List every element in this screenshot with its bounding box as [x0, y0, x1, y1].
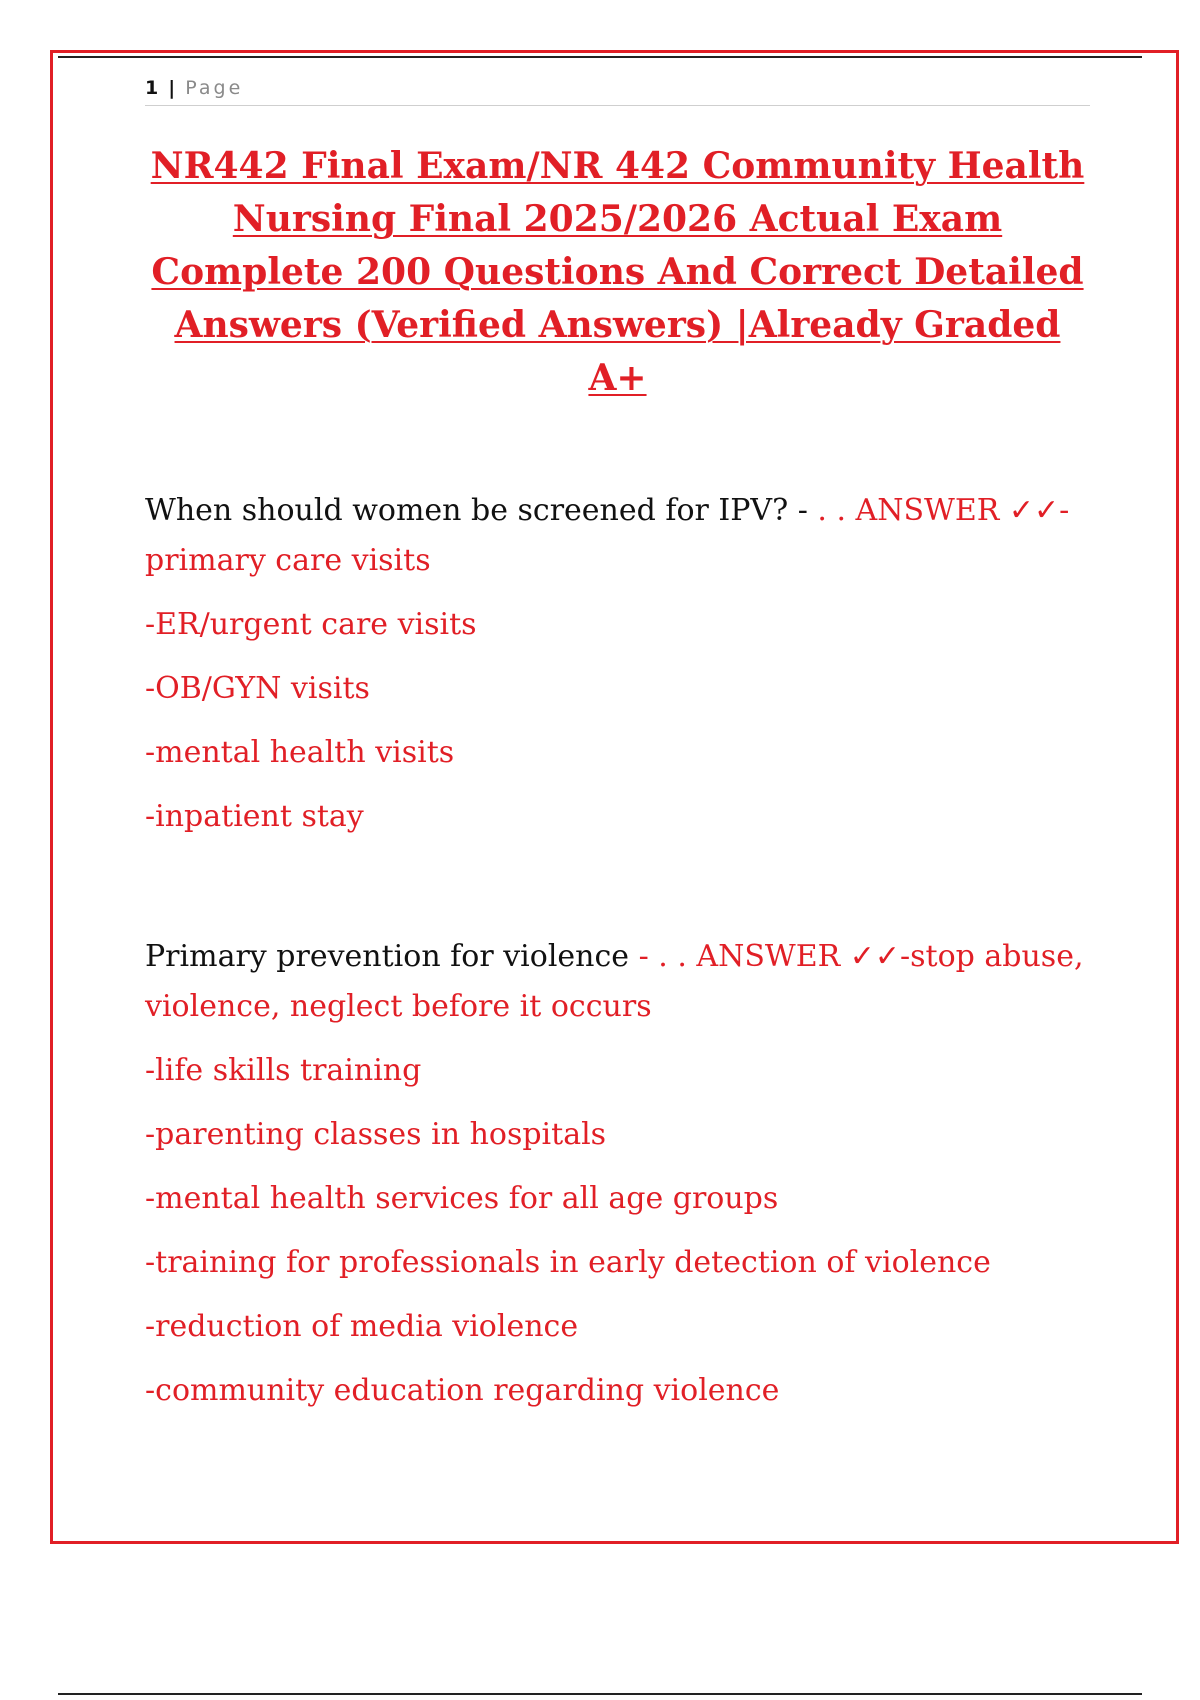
answer-item: -reduction of media violence [145, 1309, 579, 1344]
document-title: NR442 Final Exam/NR 442 Community Health Nursing Final 2025/2026 Actual Exam Complete 200 Questions And Correct Detailed Answers (Verified Answers) |Already Graded A+ [150, 145, 1085, 399]
page-header [145, 75, 1090, 106]
qa-block-1 [145, 486, 1090, 842]
answer-item: -OB/GYN visits [145, 671, 370, 706]
question-text: Primary prevention for violence [145, 939, 630, 974]
bottom-rule [58, 1693, 1142, 1695]
answer-text: - . . ANSWER ✓✓-stop abuse, violence, neglect before it occurs [145, 939, 1084, 1024]
answer-item: -ER/urgent care visits [145, 607, 477, 642]
page-number: 1 [145, 77, 159, 99]
top-rule [58, 56, 1142, 58]
page-label: Page [185, 77, 244, 99]
question-text: When should women be screened for IPV? - [145, 493, 808, 528]
question-line [145, 932, 1090, 1032]
page-separator: | [168, 77, 176, 99]
answer-item: -inpatient stay [145, 799, 364, 834]
answer-item: -mental health services for all age groups [145, 1181, 779, 1216]
answer-item: -community education regarding violence [145, 1373, 780, 1408]
answer-item: -life skills training [145, 1053, 422, 1088]
answer-item: -parenting classes in hospitals [145, 1117, 607, 1152]
answer-item: -mental health visits [145, 735, 455, 770]
answer-item: -training for professionals in early detection of violence [145, 1245, 991, 1280]
question-line [145, 486, 1090, 586]
answer-text: . . ANSWER ✓✓-primary care visits [145, 493, 1070, 578]
qa-block-2 [145, 932, 1090, 1416]
